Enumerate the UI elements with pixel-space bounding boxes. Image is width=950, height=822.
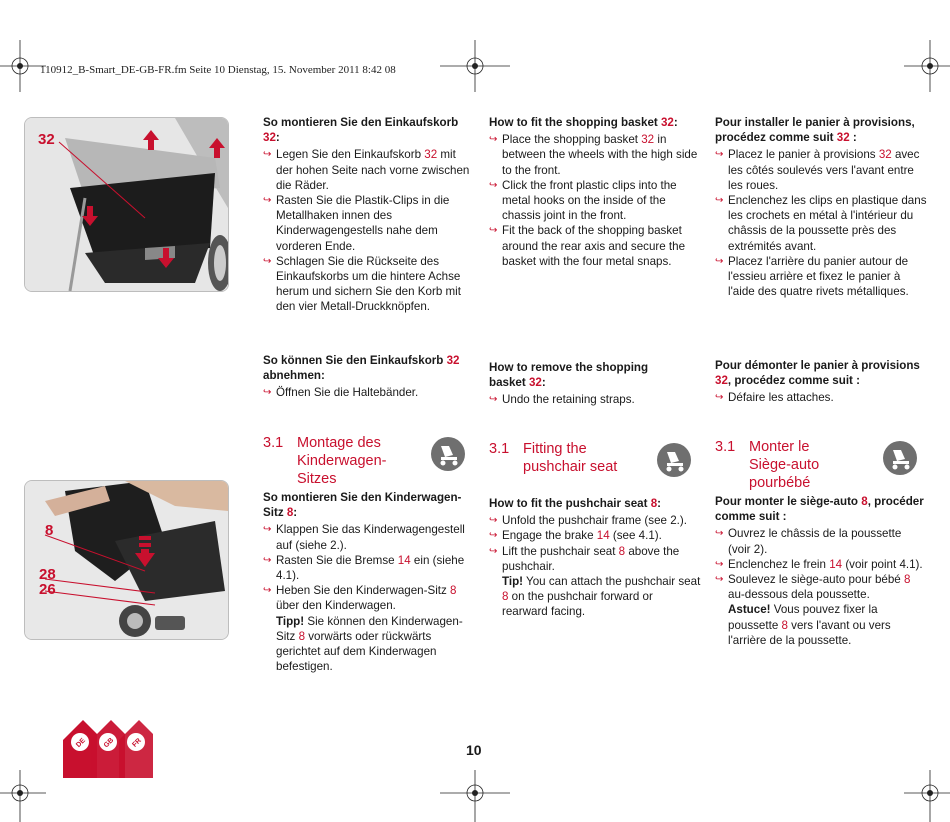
seat-symbol-icon — [883, 441, 917, 475]
de-fit-seat-heading: So montieren Sie den Kinderwagen-Sitz 8: — [263, 491, 462, 520]
fr-remove-basket-steps — [715, 390, 927, 405]
list-item: ↪ Click the front plastic clips into the metal hooks on the inside of the chassis joint in the front. — [489, 178, 701, 224]
list-item: ↪ Engage the brake 14 (see 4.1). — [489, 528, 701, 543]
gb-fit-basket-steps — [489, 132, 701, 269]
gb-fit-basket-heading: How to fit the shopping basket 32: — [489, 116, 678, 129]
list-item: ↪ Soulevez le siège-auto pour bébé 8 au-dessous dela poussette. — [715, 572, 927, 602]
list-item: ↪ Place the shopping basket 32 in between the wheels with the high side to the front. — [489, 132, 701, 178]
basket-photo — [24, 117, 229, 292]
de-fit-basket-steps — [263, 147, 475, 314]
seat-photo — [24, 480, 229, 640]
fr-fit-seat-heading: Pour monter le siège-auto 8, procéder comme suit : — [715, 495, 924, 524]
list-item: ↪ Klappen Sie das Kinderwagengestell auf (siehe 2.). — [263, 522, 475, 552]
list-item: ↪ Heben Sie den Kinderwagen-Sitz 8 über den Kinderwagen. — [263, 583, 475, 613]
section-title: Monter le Siège-auto pourbébé — [749, 439, 820, 491]
fr-fit-seat-steps — [715, 526, 927, 602]
gb-remove-basket-steps — [489, 392, 659, 407]
de-remove-basket — [263, 353, 475, 401]
list-item: ↪ Undo the retaining straps. — [489, 392, 659, 407]
list-item: ↪ Unfold the pushchair frame (see 2.). — [489, 513, 701, 528]
de-fit-seat — [263, 490, 475, 674]
page-number: 10 — [466, 742, 482, 758]
gb-fit-seat — [489, 496, 701, 620]
de-tip: Tipp! Sie können den Kinderwagen-Sitz 8 vorwärts oder rückwärts gerichtet auf dem Kinderwagen befestigen. — [276, 614, 463, 674]
gb-section-heading — [489, 440, 659, 480]
callout-32: 32 — [38, 131, 55, 148]
list-item: ↪ Ouvrez le châssis de la poussette (voir 2). — [715, 526, 927, 556]
callout-28: 28 — [39, 566, 56, 583]
section-number: 3.1 — [263, 435, 284, 451]
de-remove-basket-steps — [263, 385, 475, 400]
gb-fit-seat-heading: How to fit the pushchair seat 8: — [489, 497, 662, 510]
de-fit-basket-heading: So montieren Sie den Einkaufskorb 32: — [263, 116, 459, 145]
de-section-heading — [263, 434, 433, 490]
de-remove-basket-heading: So können Sie den Einkaufskorb 32 abnehmen: — [263, 354, 460, 383]
list-item: ↪ Défaire les attaches. — [715, 390, 927, 405]
language-tabs — [63, 720, 153, 778]
section-title: Montage des Kinderwagen-Sitzes — [297, 435, 387, 487]
section-title: Fitting the pushchair seat — [523, 441, 618, 475]
section-number: 3.1 — [715, 439, 736, 455]
fr-fit-basket — [715, 115, 927, 299]
list-item: ↪ Legen Sie den Einkaufskorb 32 mit der hohen Seite nach vorne zwischen die Räder. — [263, 147, 475, 193]
list-item: ↪ Enclenchez le frein 14 (voir point 4.1). — [715, 557, 927, 572]
gb-remove-basket-heading: How to remove the shopping basket 32: — [489, 361, 649, 390]
list-item: ↪ Öffnen Sie die Haltebänder. — [263, 385, 475, 400]
seat-symbol-icon — [657, 443, 691, 477]
de-fit-basket — [263, 115, 475, 315]
list-item: ↪ Rasten Sie die Plastik-Clips in die Metallhaken innen des Kinderwagengestells nahe dem vorderen Ende. — [263, 193, 475, 254]
list-item: ↪ Schlagen Sie die Rückseite des Einkaufskorbs um die hintere Achse herum und sichern Sie den Korb mit den vier Metall-Druckknöpfen. — [263, 254, 475, 315]
list-item: ↪ Lift the pushchair seat 8 above the pushchair. — [489, 544, 701, 574]
section-number: 3.1 — [489, 441, 510, 457]
gb-fit-seat-steps — [489, 513, 701, 574]
list-item: ↪ Placez l'arrière du panier autour de l'essieu arrière et fixez le panier à l'aide des quatre rivets métalliques. — [715, 254, 927, 300]
fr-section-heading — [715, 438, 885, 494]
fr-fit-seat — [715, 494, 927, 648]
callout-8: 8 — [45, 522, 54, 539]
de-fit-seat-steps — [263, 522, 475, 613]
seat-symbol-icon — [431, 437, 465, 471]
basket-illustration — [25, 118, 228, 291]
fr-remove-basket-heading: Pour démonter le panier à provisions 32, procédez comme suit : — [715, 359, 920, 388]
file-header: 110912_B-Smart_DE-GB-FR.fm Seite 10 Dienstag, 15. November 2011 8:42 08 — [40, 64, 396, 76]
callout-26: 26 — [39, 581, 56, 598]
tab-gb: GB — [102, 736, 116, 750]
list-item: ↪ Enclenchez les clips en plastique dans les crochets en métal à l'intérieur du châssis de la poussette près des extrémités avant. — [715, 193, 927, 254]
fr-fit-basket-heading: Pour installer le panier à provisions, procédez comme suit 32 : — [715, 116, 915, 145]
gb-tip: Tip! You can attach the pushchair seat 8 on the pushchair forward or rearward facing. — [502, 575, 701, 619]
fr-tip: Astuce! Vous pouvez fixer la poussette 8 vers l'avant ou vers l'arrière de la poussette. — [728, 603, 891, 647]
fr-remove-basket — [715, 358, 927, 406]
fr-fit-basket-steps — [715, 147, 927, 299]
seat-illustration — [25, 481, 228, 639]
list-item: ↪ Rasten Sie die Bremse 14 ein (siehe 4.1). — [263, 553, 475, 583]
tab-de: DE — [75, 737, 87, 749]
tab-fr: FR — [131, 737, 143, 749]
list-item: ↪ Fit the back of the shopping basket around the rear axis and secure the basket with the four metal snaps. — [489, 223, 701, 269]
list-item: ↪ Placez le panier à provisions 32 avec les côtés soulevés vers l'avant entre les roues. — [715, 147, 927, 193]
gb-remove-basket — [489, 360, 659, 408]
gb-fit-basket — [489, 115, 701, 269]
